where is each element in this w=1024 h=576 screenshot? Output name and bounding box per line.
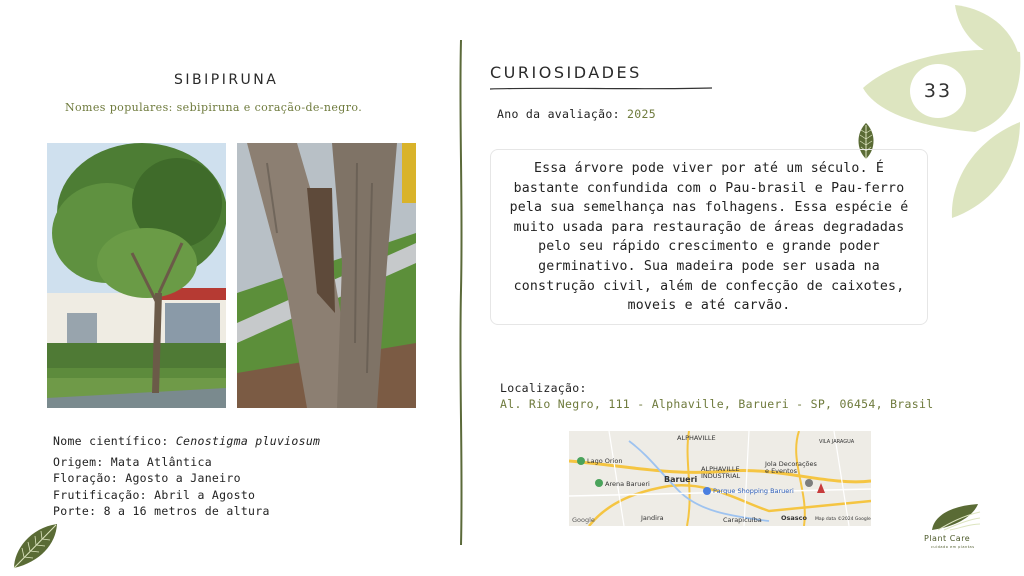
map-label-parque: Parque Shopping Barueri bbox=[713, 487, 794, 495]
map-label-barueri: Barueri bbox=[664, 475, 698, 484]
column-divider bbox=[458, 40, 464, 545]
flowering-text: Floração: Agosto a Janeiro bbox=[53, 471, 241, 485]
map-label-osasco: Osasco bbox=[781, 514, 807, 522]
page-number: 33 bbox=[910, 64, 966, 118]
scientific-name bbox=[53, 434, 320, 448]
popular-names-label: Nomes populares: bbox=[65, 101, 173, 114]
size-text: Porte: 8 a 16 metros de altura bbox=[53, 504, 270, 518]
map-label-alphaville: ALPHAVILLE bbox=[677, 434, 716, 442]
map-label-jandira: Jandira bbox=[641, 514, 664, 522]
location-label: Localização: bbox=[500, 381, 587, 395]
location-address: Al. Rio Negro, 111 - Alphaville, Barueri - SP, 06454, Brasil bbox=[500, 397, 934, 411]
map-label-alphaville-ind: ALPHAVILLE INDUSTRIAL bbox=[701, 465, 741, 480]
map-label-google: Google bbox=[572, 516, 595, 524]
map-label-mapdata: Map data ©2024 Google bbox=[815, 517, 871, 522]
popular-names bbox=[65, 101, 362, 114]
evaluation-year bbox=[497, 107, 656, 121]
map-label-carapicuiba: Carapicuíba bbox=[723, 516, 762, 524]
section-title: CURIOSIDADES bbox=[490, 63, 642, 82]
title-underline bbox=[490, 86, 712, 91]
leaf-icon bbox=[10, 522, 60, 570]
map-label-vila: VILA JARAGUA bbox=[819, 439, 855, 445]
species-title: SIBIPIRUNA bbox=[174, 72, 279, 88]
map-label-lago: Lago Orion bbox=[587, 457, 623, 465]
trunk-photo bbox=[237, 143, 416, 408]
fruiting-text: Frutificação: Abril a Agosto bbox=[53, 488, 256, 502]
evaluation-year-value: 2025 bbox=[627, 107, 656, 121]
map-label-jola: Jola Decorações e Eventos bbox=[765, 460, 817, 475]
brand-logo-icon bbox=[930, 502, 982, 532]
scientific-name-value: Cenostigma pluviosum bbox=[175, 434, 321, 448]
description-card bbox=[490, 149, 928, 325]
evaluation-year-label: Ano da avaliação: bbox=[497, 107, 620, 121]
origin-text: Origem: Mata Atlântica bbox=[53, 455, 212, 469]
map-label-arena: Arena Barueri bbox=[605, 480, 650, 488]
popular-names-value: sebipiruna e coração-de-negro. bbox=[176, 101, 363, 114]
scientific-name-label: Nome científico: bbox=[53, 434, 169, 448]
brand-tagline: cuidado em plantas bbox=[931, 545, 975, 549]
location-map[interactable] bbox=[569, 431, 871, 526]
brand-name: Plant Care bbox=[924, 534, 971, 543]
tree-photo bbox=[47, 143, 226, 408]
description-text: Essa árvore pode viver por até um século. É bastante confundida com o Pau-brasil e Pau-ferro pela sua semelhança nas folhagens. Essa espécie é muito usada para restauração de áreas degradadas pelo seu rápido crescimento e grande poder germinativo. Sua madeira pode ser usada na construção civil, além de confecção de caixotes, moveis e até carvão. bbox=[509, 161, 909, 314]
